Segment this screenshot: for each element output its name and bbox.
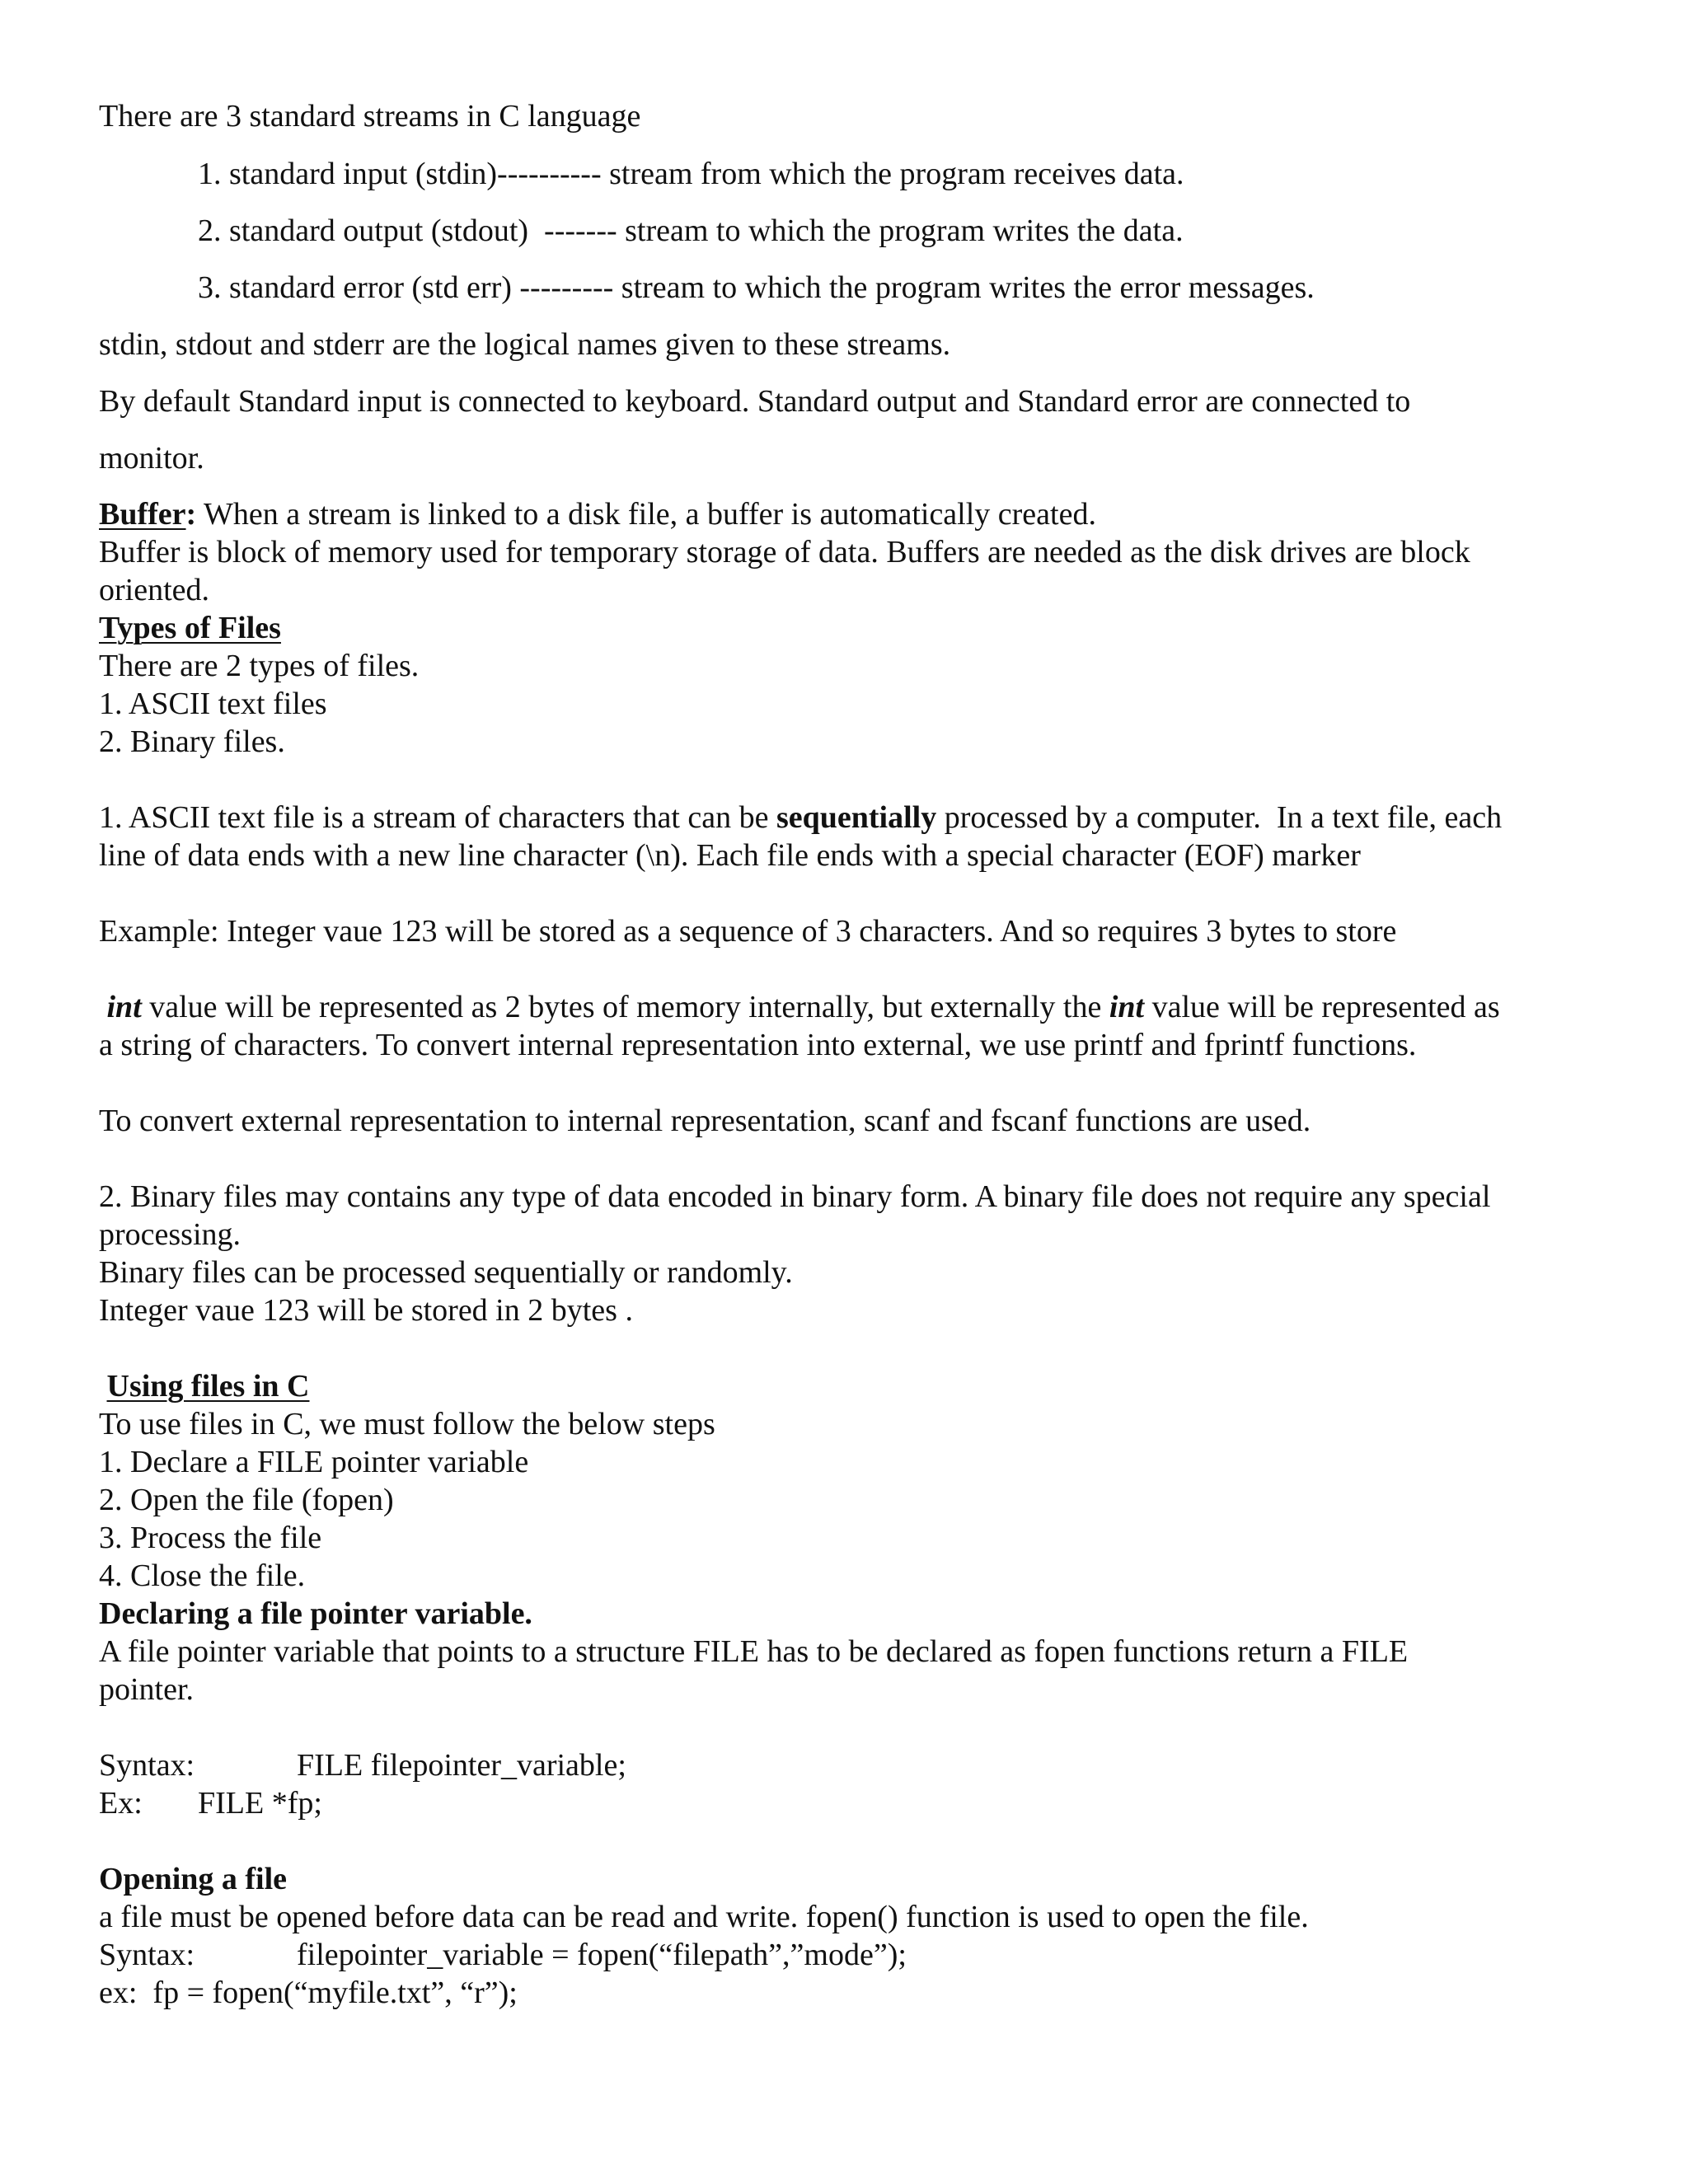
binary-paragraph-cont: processing. xyxy=(99,1217,241,1252)
ascii-text: processed by a computer. In a text file, each xyxy=(936,800,1503,835)
stream-item-stdin: 1. standard input (stdin)---------- stream from which the program receives data. xyxy=(198,157,1184,191)
opening-heading: Opening a file xyxy=(99,1862,288,1896)
int-paragraph-cont: a string of characters. To convert internal representation into external, we use printf and fprintf functions. xyxy=(99,1028,1417,1062)
types-of-files-intro: There are 2 types of files. xyxy=(99,649,420,683)
binary-paragraph: 2. Binary files may contains any type of data encoded in binary form. A binary file does not require any special xyxy=(99,1179,1491,1214)
types-list-item: 1. ASCII text files xyxy=(99,687,327,721)
syntax-label: Syntax: xyxy=(99,1748,195,1783)
using-files-heading: Using files in C xyxy=(106,1369,310,1404)
default-connection-text: By default Standard input is connected to keyboard. Standard output and Standard error are connected to xyxy=(99,384,1411,419)
buffer-text-3: oriented. xyxy=(99,573,210,607)
types-list-item: 2. Binary files. xyxy=(99,724,285,759)
buffer-colon: : xyxy=(185,497,197,532)
example-label: Ex: xyxy=(99,1786,143,1821)
using-files-heading-line xyxy=(99,1367,309,1405)
stream-item-stderr: 3. standard error (std err) --------- stream to which the program writes the error messages. xyxy=(198,270,1315,305)
opening-syntax-line xyxy=(99,1936,907,1974)
int-text: value will be represented as 2 bytes of memory internally, but externally the xyxy=(141,990,1109,1024)
ascii-text: 1. ASCII text file is a stream of characters that can be xyxy=(99,800,776,835)
step-item: 4. Close the file. xyxy=(99,1558,306,1593)
syntax-value: filepointer_variable = fopen(“filepath”,”mode”); xyxy=(297,1938,907,1972)
declaring-text-cont: pointer. xyxy=(99,1672,195,1707)
buffer-text-2: Buffer is block of memory used for temporary storage of data. Buffers are needed as the disk drives are block xyxy=(99,535,1470,569)
streams-intro: There are 3 standard streams in C language xyxy=(99,99,641,134)
ascii-paragraph xyxy=(99,799,1502,837)
binary-sequential-text: Binary files can be processed sequentially or randomly. xyxy=(99,1255,793,1290)
step-item: 3. Process the file xyxy=(99,1521,322,1555)
buffer-heading: Buffer xyxy=(99,497,186,532)
int-keyword: int xyxy=(1109,990,1145,1024)
logical-names-text: stdin, stdout and stderr are the logical names given to these streams. xyxy=(99,327,951,362)
using-files-intro: To use files in C, we must follow the below steps xyxy=(99,1407,715,1441)
step-item: 2. Open the file (fopen) xyxy=(99,1483,394,1517)
ascii-example: Example: Integer vaue 123 will be stored as a sequence of 3 characters. And so requires 3 bytes to store xyxy=(99,914,1397,949)
int-keyword: int xyxy=(106,990,142,1024)
default-connection-text-cont: monitor. xyxy=(99,441,204,476)
convert-paragraph: To convert external representation to internal representation, scanf and fscanf functions are used. xyxy=(99,1104,1311,1138)
buffer-paragraph xyxy=(99,495,1096,533)
int-paragraph xyxy=(99,988,1500,1026)
declaring-syntax-line xyxy=(99,1746,626,1784)
types-of-files-heading: Types of Files xyxy=(99,611,281,645)
syntax-label: Syntax: xyxy=(99,1938,195,1972)
declaring-text: A file pointer variable that points to a structure FILE has to be declared as fopen functions return a FILE xyxy=(99,1634,1409,1669)
declaring-example-line xyxy=(99,1784,322,1822)
buffer-text: When a stream is linked to a disk file, a buffer is automatically created. xyxy=(196,497,1096,532)
opening-example-line: ex: fp = fopen(“myfile.txt”, “r”); xyxy=(99,1975,518,2010)
sequentially-bold: sequentially xyxy=(776,800,937,835)
ascii-paragraph-cont: line of data ends with a new line character (\n). Each file ends with a special character (EOF) marker xyxy=(99,838,1361,873)
step-item: 1. Declare a FILE pointer variable xyxy=(99,1445,529,1479)
binary-integer-text: Integer vaue 123 will be stored in 2 bytes . xyxy=(99,1293,633,1328)
syntax-value: FILE filepointer_variable; xyxy=(297,1748,626,1783)
example-value: FILE *fp; xyxy=(198,1786,322,1821)
opening-text: a file must be opened before data can be read and write. fopen() function is used to open the file. xyxy=(99,1900,1309,1934)
stream-item-stdout: 2. standard output (stdout) ------- stream to which the program writes the data. xyxy=(198,213,1184,248)
declaring-heading: Declaring a file pointer variable. xyxy=(99,1596,532,1631)
int-text: value will be represented as xyxy=(1144,990,1500,1024)
